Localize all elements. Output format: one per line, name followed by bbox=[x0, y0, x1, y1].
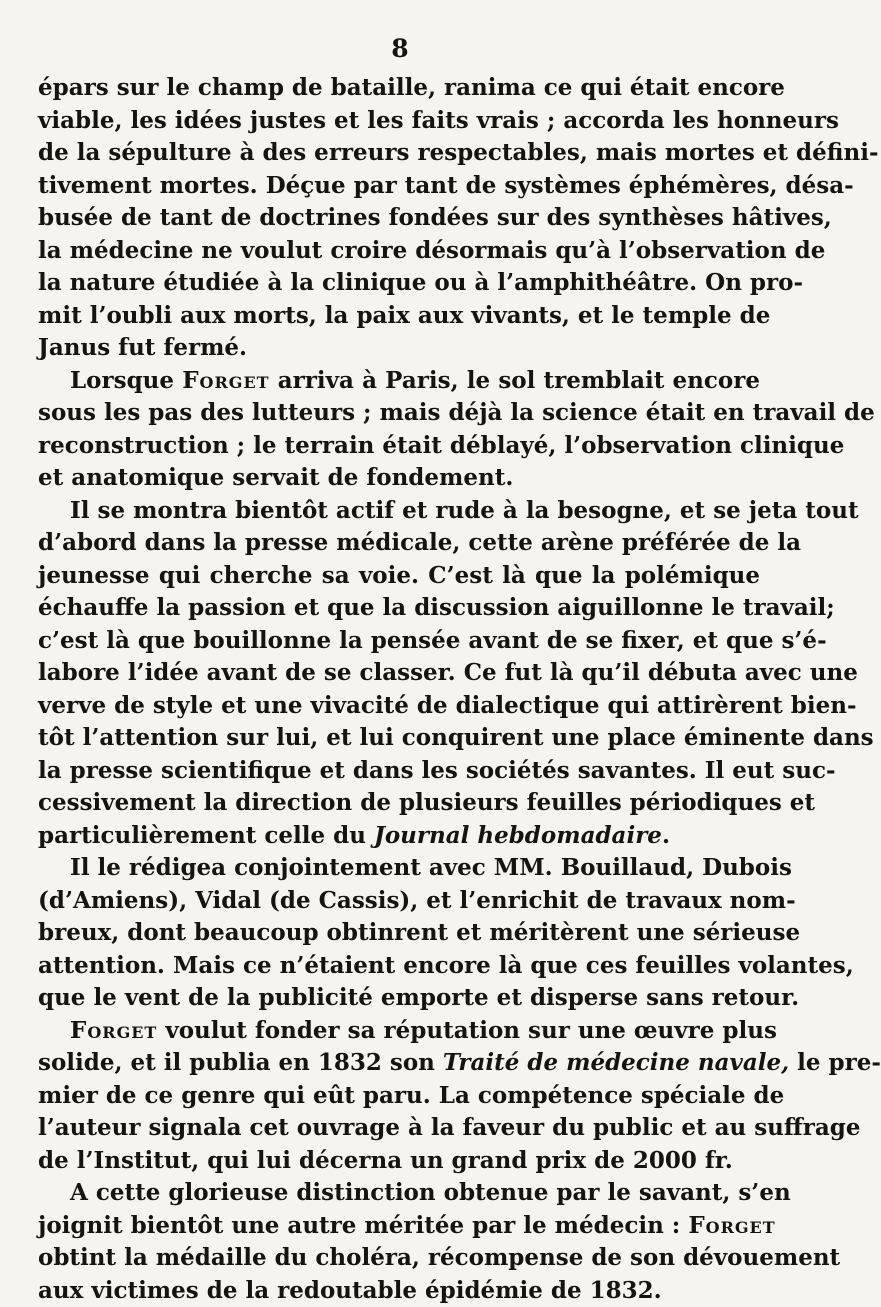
text-line: A cette glorieuse distinction obtenue par le savant, s’en bbox=[38, 1177, 760, 1210]
text-line: de l’Institut, qui lui décerna un grand prix de 2000 fr. bbox=[38, 1145, 760, 1178]
text-line: la nature étudiée à la clinique ou à l’amphithéâtre. On pro- bbox=[38, 267, 760, 300]
text-run: joignit bientôt une autre méritée par le médecin : bbox=[38, 1212, 688, 1239]
text-line: d’abord dans la presse médicale, cette arène préférée de la bbox=[38, 527, 760, 560]
text-line: attention. Mais ce n’étaient encore là que ces feuilles volantes, bbox=[38, 950, 760, 983]
page-number: 8 bbox=[0, 34, 800, 63]
book-title: Traité de médecine navale, bbox=[443, 1049, 789, 1076]
paragraph bbox=[38, 495, 760, 853]
text-run: particulièrement celle du bbox=[38, 822, 374, 849]
text-line bbox=[38, 820, 760, 853]
paragraph bbox=[38, 852, 760, 1015]
text-line: la médecine ne voulut croire désormais qu’à l’observation de bbox=[38, 235, 760, 268]
paragraph bbox=[38, 1015, 760, 1178]
paragraph bbox=[38, 1177, 760, 1307]
text-line: jeunesse qui cherche sa voie. C’est là que la polémique bbox=[38, 560, 760, 593]
text-run: voulut fonder sa réputation sur une œuvre plus bbox=[157, 1017, 777, 1044]
text-line: la presse scientifique et dans les sociétés savantes. Il eut suc- bbox=[38, 755, 760, 788]
body-text bbox=[38, 72, 760, 1307]
text-run: Lorsque bbox=[70, 367, 182, 394]
author-name: Forget bbox=[688, 1212, 775, 1239]
text-line: et anatomique servait de fondement. bbox=[38, 462, 760, 495]
text-run: le pre- bbox=[789, 1049, 881, 1076]
paragraph bbox=[38, 365, 760, 495]
text-line: obtint la médaille du choléra, récompense de son dévouement bbox=[38, 1242, 760, 1275]
text-line: viable, les idées justes et les faits vrais ; accorda les honneurs bbox=[38, 105, 760, 138]
text-line: tôt l’attention sur lui, et lui conquirent une place éminente dans bbox=[38, 722, 760, 755]
text-run: solide, et il publia en 1832 son bbox=[38, 1049, 443, 1076]
text-line: Il le rédigea conjointement avec MM. Bouillaud, Dubois bbox=[38, 852, 760, 885]
text-line: labore l’idée avant de se classer. Ce fut là qu’il débuta avec une bbox=[38, 657, 760, 690]
text-line: breux, dont beaucoup obtinrent et méritèrent une sérieuse bbox=[38, 917, 760, 950]
author-name: Forget bbox=[70, 1017, 157, 1044]
text-line: l’auteur signala cet ouvrage à la faveur du public et au suffrage bbox=[38, 1112, 760, 1145]
journal-title: Journal hebdomadaire bbox=[374, 822, 662, 849]
text-line: mier de ce genre qui eût paru. La compétence spéciale de bbox=[38, 1080, 760, 1113]
text-line bbox=[38, 1210, 760, 1243]
text-line: épars sur le champ de bataille, ranima ce qui était encore bbox=[38, 72, 760, 105]
text-line: échauffe la passion et que la discussion aiguillonne le travail; bbox=[38, 592, 760, 625]
text-line: (d’Amiens), Vidal (de Cassis), et l’enrichit de travaux nom- bbox=[38, 885, 760, 918]
text-line: de la sépulture à des erreurs respectables, mais mortes et défini- bbox=[38, 137, 760, 170]
author-name: Forget bbox=[182, 367, 269, 394]
text-line: cessivement la direction de plusieurs feuilles périodiques et bbox=[38, 787, 760, 820]
text-line: c’est là que bouillonne la pensée avant de se fixer, et que s’é- bbox=[38, 625, 760, 658]
text-line bbox=[38, 1015, 760, 1048]
text-line bbox=[38, 365, 760, 398]
text-line: verve de style et une vivacité de dialectique qui attirèrent bien- bbox=[38, 690, 760, 723]
text-line: que le vent de la publicité emporte et disperse sans retour. bbox=[38, 982, 760, 1015]
text-run: . bbox=[662, 822, 670, 849]
text-line: busée de tant de doctrines fondées sur des synthèses hâtives, bbox=[38, 202, 760, 235]
text-line: mit l’oubli aux morts, la paix aux vivants, et le temple de bbox=[38, 300, 760, 333]
text-line: tivement mortes. Déçue par tant de systèmes éphémères, désa- bbox=[38, 170, 760, 203]
paragraph bbox=[38, 72, 760, 365]
text-line: Janus fut fermé. bbox=[38, 332, 760, 365]
text-line: sous les pas des lutteurs ; mais déjà la science était en travail de bbox=[38, 397, 760, 430]
text-line: aux victimes de la redoutable épidémie de 1832. bbox=[38, 1275, 760, 1307]
text-line: reconstruction ; le terrain était déblayé, l’observation clinique bbox=[38, 430, 760, 463]
text-line bbox=[38, 1047, 760, 1080]
text-line: Il se montra bientôt actif et rude à la besogne, et se jeta tout bbox=[38, 495, 760, 528]
text-run: arriva à Paris, le sol tremblait encore bbox=[270, 367, 760, 394]
